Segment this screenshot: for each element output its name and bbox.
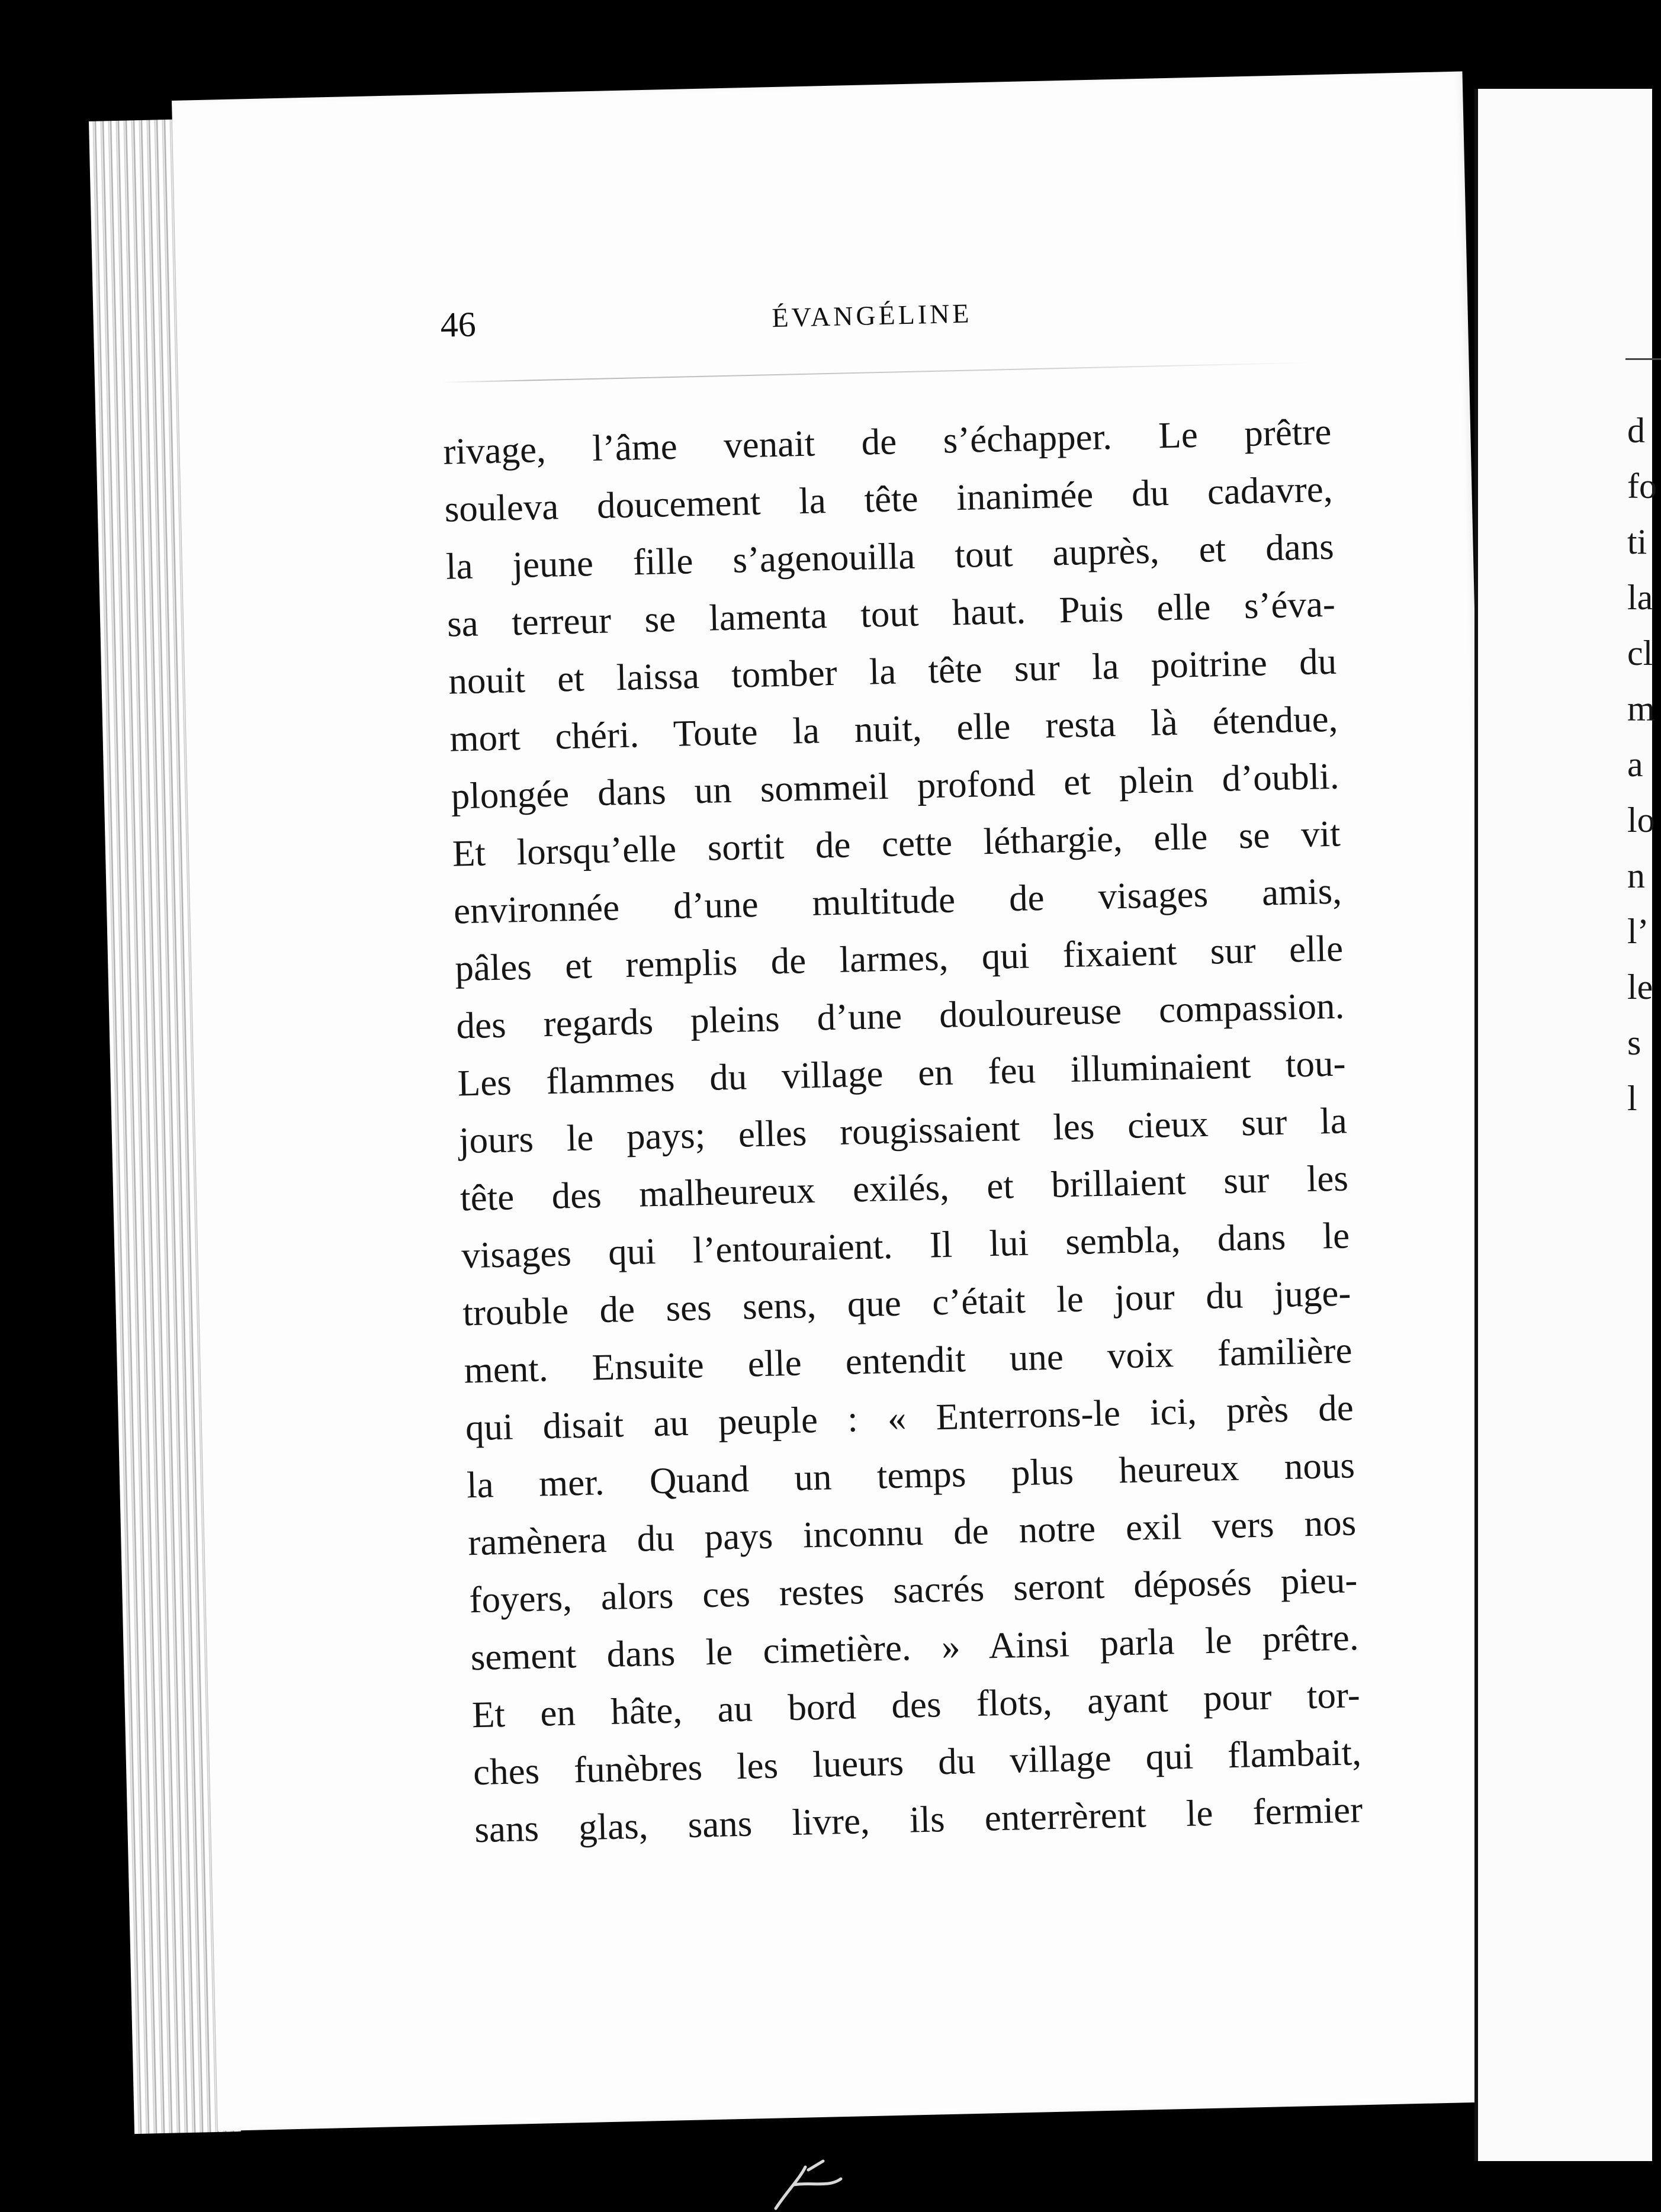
text-line: sa terreur se lamenta tout haut. Puis elle s’éva-: [446, 583, 1336, 645]
text-line: Et en hâte, au bord des flots, ayant pour tor-: [471, 1674, 1361, 1736]
header-rule: [442, 362, 1312, 382]
next-page-rule: [1625, 358, 1661, 360]
text-line: ment. Ensuite elle entendit une voix familière: [463, 1329, 1353, 1391]
text-line: souleva doucement la tête inanimée du cadavre,: [444, 468, 1334, 530]
next-page-fragment: s: [1627, 1023, 1641, 1062]
next-page-fragment: n: [1627, 856, 1645, 895]
text-line: Et lorsqu’elle sortit de cette léthargie, elle se vit: [452, 812, 1341, 874]
page-header: [440, 285, 1329, 358]
next-page-fragments: [1627, 403, 1657, 1126]
body-text: [442, 403, 1363, 1859]
page-number: 46: [439, 304, 477, 345]
next-page-fragment: le: [1627, 967, 1653, 1007]
text-line: la jeune fille s’agenouilla tout auprès, et dans: [445, 525, 1335, 587]
running-head: ÉVANGÉLINE: [771, 298, 972, 333]
text-line: foyers, alors ces restes sacrés seront déposés pieu-: [468, 1559, 1358, 1621]
text-line: rivage, l’âme venait de s’échapper. Le prêtre: [442, 410, 1332, 472]
next-page-fragment: ti: [1627, 522, 1647, 561]
next-page-fragment: d: [1627, 411, 1645, 450]
text-line: ches funèbres les lueurs du village qui flambait,: [473, 1731, 1362, 1793]
text-line: la mer. Quand un temps plus heureux nous: [466, 1444, 1355, 1506]
text-line: nouit et laissa tomber la tête sur la poitrine du: [448, 640, 1337, 702]
text-line: plongée dans un sommeil profond et plein d’oubli.: [450, 755, 1340, 817]
next-page-fragment: lo: [1627, 800, 1655, 840]
text-line: Les flammes du village en feu illuminaient tou-: [457, 1042, 1347, 1104]
text-line: sement dans le cimetière. » Ainsi parla le prêtre.: [470, 1616, 1360, 1679]
text-line: trouble de ses sens, que c’était le jour du juge-: [462, 1272, 1351, 1334]
text-line: ramènera du pays inconnu de notre exil vers nos: [467, 1502, 1357, 1564]
next-page-fragment: fo: [1627, 467, 1657, 506]
text-line: jours le pays; elles rougissaient les cieux sur la: [458, 1099, 1348, 1162]
text-line: visages qui l’entouraient. Il lui sembla, dans le: [461, 1214, 1350, 1277]
text-line: pâles et remplis de larmes, qui fixaient sur elle: [454, 927, 1344, 989]
next-page: [1474, 89, 1657, 2161]
next-page-fragment: la: [1627, 578, 1653, 617]
next-page-fragment: m: [1627, 689, 1655, 728]
book-page: [172, 72, 1508, 2131]
text-line: des regards pleins d’une douloureuse compassion.: [455, 985, 1345, 1047]
text-line: sans glas, sans livre, ils enterrèrent le fermier: [474, 1789, 1363, 1851]
handwritten-mark: [752, 2155, 870, 2212]
next-page-fragment: l’: [1627, 912, 1649, 951]
text-line: tête des malheureux exilés, et brillaient sur les: [460, 1157, 1349, 1219]
text-line: mort chéri. Toute la nuit, elle resta là étendue,: [449, 697, 1338, 760]
next-page-fragment: cl: [1627, 634, 1653, 673]
next-page-fragment: a: [1627, 745, 1643, 784]
text-line: qui disait au peuple : « Enterrons-le ici, près de: [465, 1387, 1354, 1449]
text-line: environnée d’une multitude de visages amis,: [453, 870, 1342, 932]
next-page-fragment: l: [1627, 1079, 1637, 1118]
